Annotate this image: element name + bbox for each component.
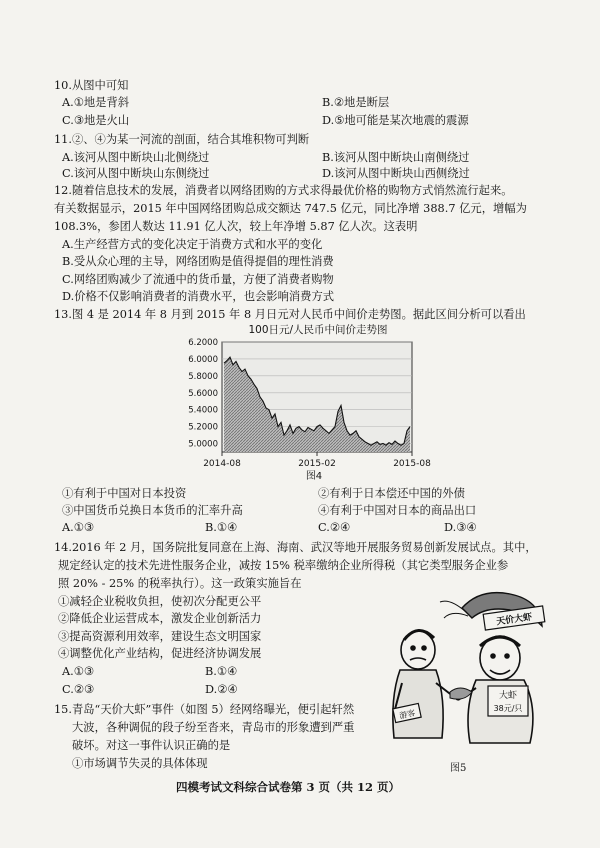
x-tick-label: 2015-08	[393, 459, 431, 469]
tianjia-daxia-cartoon	[380, 588, 550, 758]
q11-option-d: D.该河从图中断块山西侧绕过	[322, 167, 470, 180]
q12-option-a: A.生产经营方式的变化决定于消费方式和水平的变化	[62, 238, 323, 251]
price-tag-price: 38元/只	[493, 704, 523, 713]
q13-option-d: D.③④	[444, 521, 477, 534]
q10-stem: 10.从图中可知	[54, 79, 129, 92]
q14-line3: 照 20% - 25% 的税率执行）。这一政策实施旨在	[58, 577, 302, 590]
q15-line2: 大波，各种调侃的段子纷至沓来，青岛市的形象遭到严重	[72, 721, 355, 734]
cartoon-caption: 图5	[450, 763, 467, 774]
tourist-figure	[393, 630, 458, 738]
shrimp-antenna	[440, 601, 468, 618]
q13-statement-4: ④有利于中国对日本的商品出口	[318, 504, 477, 517]
q15-statement-1: ①市场调节失灵的具体体现	[72, 757, 208, 770]
q10-option-c: C.③地是火山	[62, 114, 130, 127]
q14-statement-2: ②降低企业运营成本，激发企业创新活力	[58, 612, 262, 625]
q14-line2: 规定经认定的技术先进性服务企业，减按 15% 税率缴纳企业所得税（其它类型服务企业参	[58, 559, 509, 572]
q12-option-b: B.受从众心理的主导，网络团购是值得提倡的理性消费	[62, 255, 334, 268]
q14-line1: 14.2016 年 2 月，国务院批复同意在上海、海南、武汉等地开展服务贸易创新发展试点。其中，	[54, 541, 537, 554]
tourist-sign-text: 游客	[398, 708, 417, 721]
y-tick-label: 6.0000	[188, 354, 218, 365]
q12-option-d: D.价格不仅影响消费者的消费水平，也会影响消费方式	[62, 290, 335, 303]
q12-line1: 12.随着信息技术的发展，消费者以网络团购的方式求得最优价格的购物方式悄然流行起来。	[54, 184, 513, 197]
q13-option-a: A.①③	[62, 521, 95, 534]
held-shrimp-icon	[450, 688, 472, 699]
q14-option-a: A.①③	[62, 665, 95, 678]
q12-option-c: C.网络团购减少了流通中的货币量，方便了消费者购物	[62, 273, 334, 286]
q15-line1: 15.青岛“天价大虾”事件（如图 5）经网络曝光，便引起轩然	[54, 703, 355, 716]
q10-option-d: D.⑤地可能是某次地震的震源	[322, 114, 469, 127]
q11-option-b: B.该河从图中断块山南侧绕过	[322, 151, 470, 164]
y-tick-label: 5.6000	[188, 388, 218, 399]
chart-title: 100日元/人民币中间价走势图	[248, 324, 388, 336]
q11-option-c: C.该河从图中断块山东侧绕过	[62, 167, 210, 180]
y-tick-label: 5.4000	[188, 405, 218, 416]
x-tick-label: 2014-08	[203, 459, 241, 469]
q14-option-c: C.②③	[62, 683, 95, 696]
q12-line3: 108.3%，参团人数达 11.91 亿人次，较上年净增 5.87 亿人次。这表明	[54, 220, 418, 233]
y-tick-label: 5.2000	[188, 422, 218, 433]
q13-statement-2: ②有利于日本偿还中国的外债	[318, 487, 465, 500]
q14-statement-1: ①减轻企业税收负担，使初次分配更公平	[58, 595, 262, 608]
q11-stem: 11.②、④为某一河流的剖面，结合其堆积物可判断	[54, 133, 310, 146]
q10-option-a: A.①地是背斜	[62, 96, 130, 109]
q13-statement-1: ①有利于中国对日本投资	[62, 487, 187, 500]
q13-statement-3: ③中国货币兑换日本货币的汇率升高	[62, 504, 243, 517]
price-tag-title: 大虾	[498, 691, 518, 701]
page-footer: 四模考试文科综合试卷第 3 页（共 12 页）	[176, 780, 401, 794]
x-tick-label: 2015-02	[298, 459, 336, 469]
q14-statement-3: ③提高资源利用效率，建设生态文明国家	[58, 630, 262, 643]
q11-option-a: A.该河从图中断块山北侧绕过	[62, 151, 210, 164]
q12-line2: 有关数据显示，2015 年中国网络团购总成交额达 747.5 亿元，同比净增 388.7 亿元，增幅为	[54, 202, 527, 215]
banner-text: 天价大虾	[495, 612, 533, 628]
q14-option-b: B.①④	[205, 665, 238, 678]
chart-caption: 图4	[305, 471, 323, 482]
q13-option-c: C.②④	[318, 521, 351, 534]
q14-option-d: D.②④	[205, 683, 238, 696]
y-tick-label: 5.8000	[188, 371, 218, 382]
q10-option-b: B.②地是断层	[322, 96, 390, 109]
q15-line3: 破坏。对这一事件认识正确的是	[72, 739, 231, 752]
y-tick-label: 6.2000	[188, 338, 218, 348]
q13-stem: 13.图 4 是 2014 年 8 月到 2015 年 8 月日元对人民币中间价走势图。据此区间分析可以看出	[54, 308, 526, 321]
y-tick-label: 5.0000	[188, 439, 218, 450]
q14-statement-4: ④调整优化产业结构，促进经济协调发展	[58, 647, 262, 660]
q13-option-b: B.①④	[205, 521, 238, 534]
exchange-rate-chart	[0, 322, 600, 482]
